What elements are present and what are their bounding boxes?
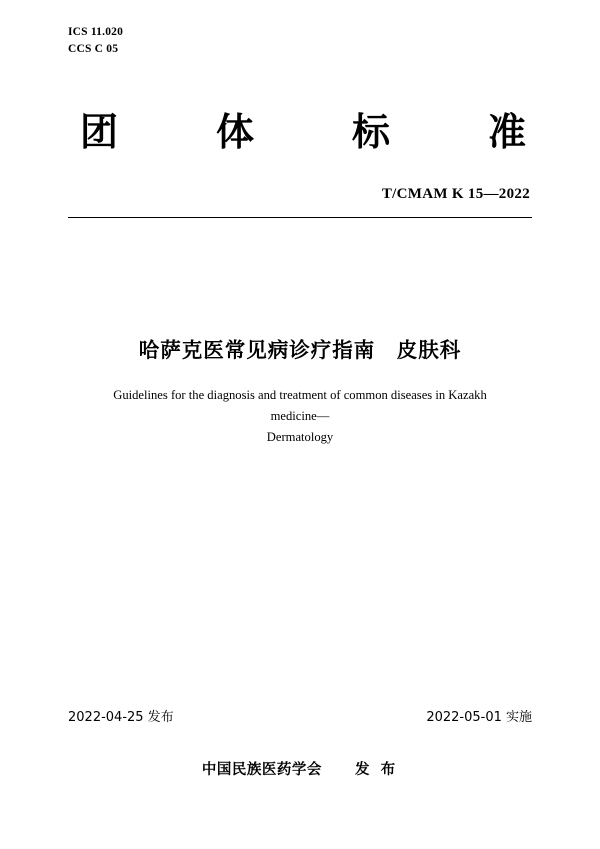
standard-type-char-2: 体	[215, 110, 254, 155]
document-title-chinese: 哈萨克医常见病诊疗指南 皮肤科	[138, 338, 462, 363]
document-title-english-line1: Guidelines for the diagnosis and treatment of common diseases in Kazakh medicine—	[113, 388, 487, 424]
document-title-english	[68, 385, 532, 447]
standard-number: T/CMAM K 15—2022	[381, 186, 530, 203]
document-title-english-line2: Dermatology	[266, 429, 334, 444]
standard-type-char-4: 准	[487, 110, 526, 155]
standard-type-heading	[68, 101, 532, 156]
issuer-organization: 中国民族医药学会	[201, 762, 322, 778]
issuer-line	[0, 758, 600, 779]
footer-dates	[68, 706, 532, 725]
issuer-action: 发 布	[355, 762, 399, 778]
classification-block	[68, 0, 532, 57]
issue-date: 2022-04-25 发布	[68, 710, 174, 725]
ccs-code: CCS C 05	[68, 42, 119, 55]
standard-type-char-3: 标	[351, 110, 390, 155]
horizontal-rule	[68, 217, 532, 218]
implement-date: 2022-05-01 实施	[426, 710, 532, 725]
standard-type-char-1: 团	[80, 110, 119, 155]
ics-code: ICS 11.020	[68, 26, 124, 38]
